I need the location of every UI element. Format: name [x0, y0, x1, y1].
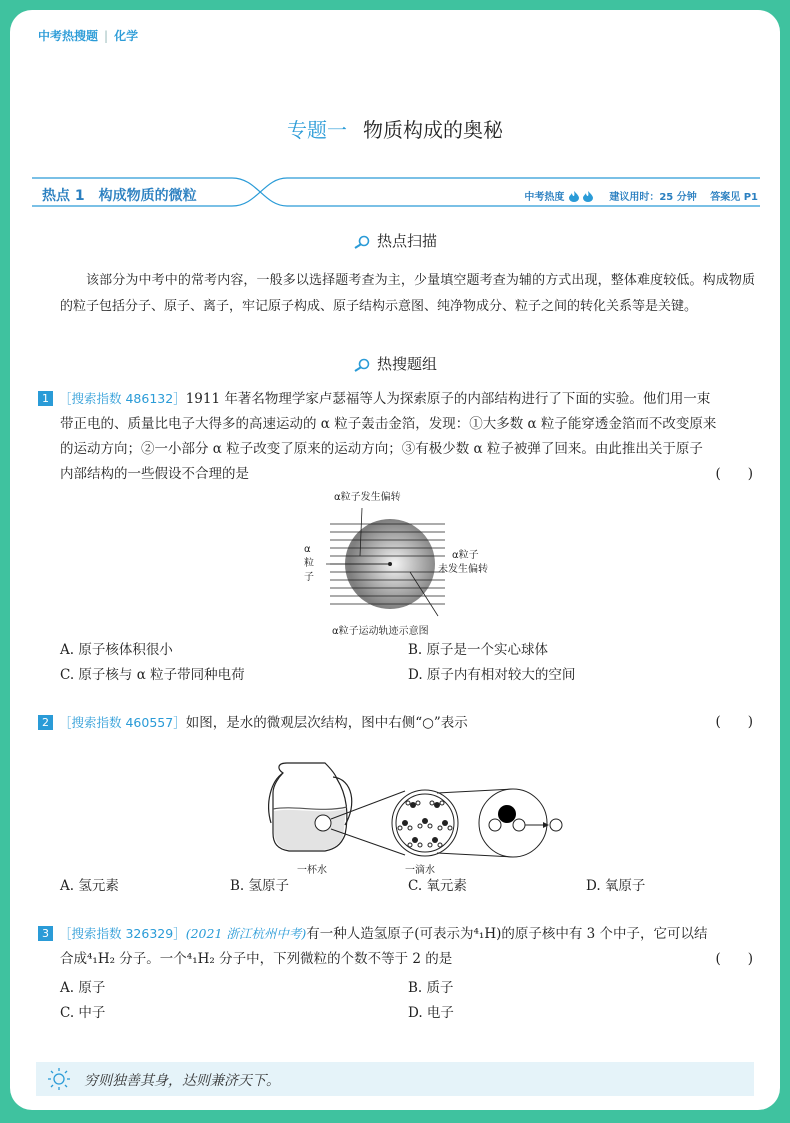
question-text-line: 1911 年著名物理学家卢瑟福等人为探索原子的内部结构进行了下面的实验。他们用一束: [185, 391, 711, 407]
option-b[interactable]: B. 质子: [408, 980, 454, 996]
section-scan: [10, 230, 780, 251]
question-number: 1: [38, 391, 53, 406]
question-number: 3: [38, 926, 53, 941]
option-d[interactable]: D. 原子内有相对较大的空间: [408, 667, 576, 683]
section-group: [10, 353, 780, 374]
oxygen-atom: [498, 805, 516, 823]
answer-ref: 答案见 P1: [710, 192, 758, 203]
subject-name: 化学: [114, 29, 139, 43]
option-a[interactable]: A. 原子核体积很小: [60, 642, 173, 658]
cup-label: 一杯水: [297, 865, 327, 876]
option-c[interactable]: C. 原子核与 α 粒子带同种电荷: [60, 667, 245, 683]
running-header: 中考热搜题 | 化学: [38, 29, 139, 43]
topic-number: 专题一: [287, 118, 347, 142]
option-d[interactable]: D. 电子: [408, 1005, 454, 1021]
option-a[interactable]: A. 原子: [60, 980, 106, 996]
footer-motto-bar: [36, 1062, 754, 1096]
question-1: [38, 386, 763, 487]
page-title: [10, 114, 780, 143]
magnifier-icon: [353, 235, 371, 249]
svg-text:粒: 粒: [304, 558, 314, 569]
section-scan-title: 热点扫描: [376, 232, 437, 250]
figure-caption: α粒子运动轨迹示意图: [332, 626, 429, 637]
option-c[interactable]: C. 中子: [60, 1005, 106, 1021]
rutherford-figure: [290, 486, 488, 637]
topic-name: 物质构成的奥秘: [363, 118, 503, 142]
section-group-title: 热搜题组: [376, 355, 437, 373]
hot-bar-info: [514, 188, 758, 203]
footer-motto: 穷则独善其身，达则兼济天下。: [84, 1073, 280, 1089]
answer-bracket: ( ): [715, 714, 753, 730]
search-index-tag: ［搜索指数 486132］: [59, 391, 186, 406]
question-2: [38, 710, 763, 736]
question-text-line: 如图，是水的微观层次结构，图中右侧“○”表示: [185, 715, 468, 731]
question-text-line: 的运动方向；②一小部分 α 粒子改变了原来的运动方向；③有极少数 α 粒子被弹了回来。由此推出关于原子: [60, 441, 703, 457]
figure-label-right-2: 未发生偏转: [438, 564, 488, 575]
search-index-tag: ［搜索指数 460557］: [59, 715, 186, 730]
question-3: [38, 921, 763, 972]
question-text-line: 有一种人造氢原子(可表示为⁴₁H)的原子核中有 3 个中子，它可以结: [306, 926, 708, 942]
question-text-line: 合成⁴₁H₂ 分子。一个⁴₁H₂ 分子中，下列微粒的个数不等于 2 的是: [60, 951, 453, 967]
question-number: 2: [38, 715, 53, 730]
option-a[interactable]: A. 氢元素: [60, 878, 119, 894]
option-b[interactable]: B. 氢原子: [230, 878, 290, 894]
hot-point-label: 热点 1 构成物质的微粒: [42, 188, 197, 204]
search-index-tag: ［搜索指数 326329］: [59, 926, 186, 941]
heat-label: 中考热度: [524, 192, 565, 203]
suggested-time: 建议用时：25 分钟: [609, 192, 697, 203]
magnifier-icon: [353, 358, 371, 372]
option-b[interactable]: B. 原子是一个实心球体: [408, 642, 549, 658]
intro-paragraph: 该部分为中考中的常考内容，一般多以选择题考查为主，少量填空题考查为辅的方式出现，整体难度较低。构成物质的粒子包括分子、原子、离子，牢记原子构成、原子结构示意图、纯净物成分、粒子之间的转化关系等是关键。: [60, 273, 755, 314]
figure-label-right-1: α粒子: [452, 550, 479, 561]
page: [10, 10, 780, 1110]
source-tag: (2021 浙江杭州中考): [185, 926, 307, 941]
figure-label-top: α粒子发生偏转: [334, 492, 401, 503]
question-text-line: 内部结构的一些假设不合理的是: [60, 466, 249, 482]
option-c[interactable]: C. 氧元素: [408, 878, 467, 894]
hot-point-bar: [32, 175, 760, 209]
answer-bracket: ( ): [715, 466, 753, 482]
sun-icon: [46, 1067, 72, 1091]
option-d[interactable]: D. 氧原子: [586, 878, 646, 894]
svg-text:子: 子: [304, 572, 314, 583]
question-text-line: 带正电的、质量比电子大得多的高速运动的 α 粒子轰击金箔，发现：①大多数 α 粒子能穿透金箔而不改变原来: [60, 416, 717, 432]
series-name: 中考热搜题: [38, 29, 99, 43]
flame-icon: [568, 190, 596, 202]
drop-label: 一滴水: [405, 865, 435, 876]
answer-bracket: ( ): [715, 951, 753, 967]
water-structure-figure: [265, 745, 565, 875]
figure-label-left: α: [304, 544, 311, 555]
right-circle-symbol: [550, 819, 562, 831]
